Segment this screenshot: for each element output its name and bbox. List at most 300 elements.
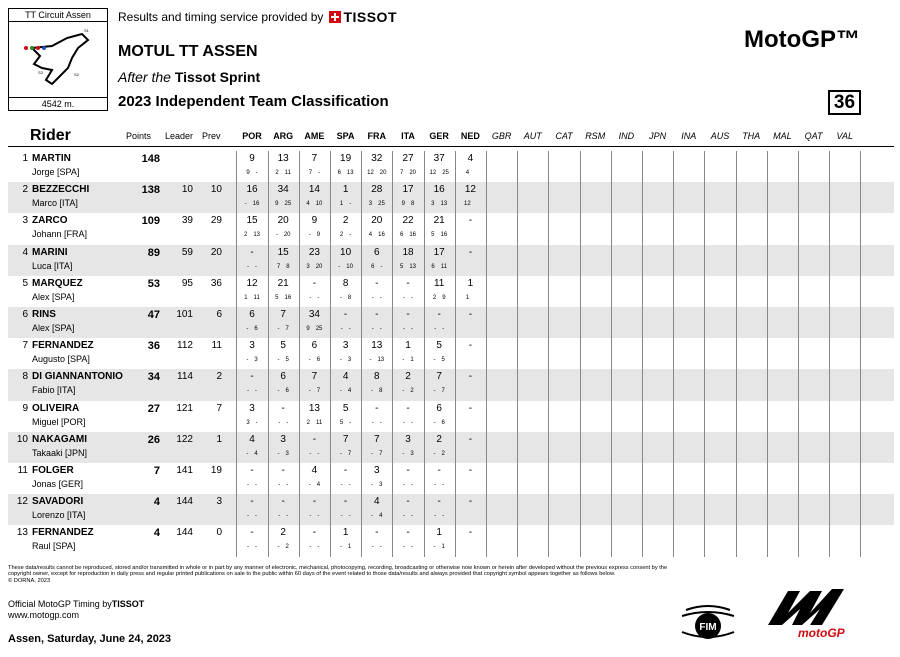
event-race-points: 4 [379,513,383,520]
event-breakdown [247,482,257,488]
event-sprint-points: - [371,450,374,457]
event-points: - [406,277,410,289]
event-points: 20 [277,215,289,227]
motogp-brand: MotoGP™ [744,26,860,53]
header-upcoming-event: IND [618,131,635,141]
event-breakdown [467,482,473,488]
rider-points: 109 [141,215,160,228]
event-sprint-points: - [246,450,249,457]
classification-table [8,151,894,556]
event-points: 13 [371,340,383,352]
event-points: - [468,371,473,383]
event-sprint-points: - [433,419,436,426]
disclaimer-line: copyright owner, except for reproduction in daily press and regular printed publications on sale to the public within 60 days of the event related to those data/results and always provided that copyright symbol appears together as follows below. [8,571,616,578]
event-race-points: 13 [253,232,261,239]
header-event: POR [242,131,262,141]
event-points: 8 [374,371,380,383]
rider-surname: ZARCO [32,215,68,227]
event-race-points: 16 [409,232,417,239]
fim-logo-icon [678,604,738,642]
event-points: 16 [246,184,258,196]
rider-firstname: Augusto [SPA] [32,354,90,365]
event-race-points: - [255,170,258,176]
event-points: 5 [280,340,286,352]
event-breakdown [372,420,382,426]
event-sprint-points: - [369,357,372,364]
swiss-cross-icon [329,11,341,23]
event-breakdown [467,420,473,426]
rider-position: 8 [22,371,28,383]
event-points: - [437,464,441,476]
event-sprint-points: - [339,357,342,364]
event-race-points: 25 [442,170,449,176]
event-sprint-points: 1 [465,294,470,301]
event-sprint-points: 12 [429,170,437,176]
event-breakdown [403,326,413,332]
event-sprint-points: - [403,544,405,551]
rider-firstname: Luca [ITA] [32,260,73,271]
event-breakdown [306,201,322,207]
event-points: - [468,402,473,414]
event-points: - [468,308,473,320]
event-breakdown [434,326,444,332]
rider-position: 2 [22,184,28,196]
event-breakdown [434,451,445,457]
rider-points: 36 [147,340,160,353]
column-divider [361,151,362,557]
event-breakdown [244,295,260,301]
gap-to-leader: 95 [181,277,193,289]
event-breakdown [433,295,446,301]
event-breakdown [309,232,320,238]
event-points: 6 [280,371,286,383]
event-race-points: - [380,263,383,270]
event-sprint-points: 5 [339,419,344,426]
event-breakdown [278,357,289,363]
event-points: 7 [311,371,318,383]
header-prev: Prev [202,131,221,141]
event-points: 3 [249,402,255,414]
rider-surname: MARTIN [32,153,71,164]
event-race-points: 7 [316,388,321,395]
event-race-points: 8 [286,263,290,270]
event-race-points: - [348,481,351,488]
event-race-points: - [317,544,320,551]
event-race-points: 4 [347,388,352,395]
event-points: - [437,308,441,320]
event-race-points: 2 [410,388,414,395]
event-points: - [468,496,473,508]
event-sprint-points: 12 [464,201,471,208]
event-points: 7 [280,308,286,320]
event-points: 7 [374,433,380,445]
event-breakdown [278,544,289,550]
rider-surname: FOLGER [32,464,74,476]
gap-to-leader: 144 [176,496,193,508]
table-row [8,401,894,432]
event-sprint-points: 4 [465,170,470,176]
event-breakdown [467,513,473,519]
event-race-points: - [255,419,258,426]
page-number: 36 [828,90,861,115]
event-breakdown [434,357,445,363]
event-title: MOTUL TT ASSEN [118,43,258,60]
event-race-points: 20 [315,263,323,270]
event-points: 1 [342,184,349,196]
rider-position: 3 [22,215,28,227]
event-sprint-points: 1 [339,201,344,208]
event-points: 22 [402,215,414,227]
provider-text: Results and timing service provided by [118,10,324,24]
header-event: GER [429,131,449,141]
event-points: - [468,464,473,476]
rider-points: 47 [147,308,160,321]
rider-points: 89 [147,246,160,259]
event-race-points: 16 [284,294,292,301]
rider-position: 1 [22,153,28,164]
event-race-points: - [379,419,382,426]
event-sprint-points: 3 [431,201,435,208]
event-sprint-points: - [433,357,436,364]
event-breakdown [467,451,473,457]
event-sprint-points: - [278,419,281,426]
event-sprint-points: - [308,232,311,239]
event-breakdown [309,482,320,488]
tissot-logo [329,9,397,25]
event-breakdown [371,451,382,457]
rider-firstname: Jonas [GER] [32,478,84,489]
column-divider [517,151,518,557]
event-points: - [312,496,317,508]
event-race-points: 1 [410,357,414,364]
event-sprint-points: - [309,294,312,301]
event-sprint-points: - [247,263,249,270]
event-breakdown [247,264,257,270]
event-race-points: 4 [316,481,321,488]
rider-firstname: Takaaki [JPN] [32,447,88,458]
event-race-points: - [255,263,257,270]
event-sprint-points: - [402,388,405,395]
event-breakdown [402,357,413,363]
event-race-points: 13 [409,263,417,270]
svg-text:S1: S1 [84,28,89,33]
column-divider [860,151,861,557]
event-sprint-points: - [371,544,374,551]
svg-text:S2: S2 [74,72,79,77]
event-breakdown [338,170,354,176]
rider-firstname: Fabio [ITA] [32,385,76,396]
event-race-points: - [411,513,413,520]
column-divider [455,151,456,557]
gap-to-previous: 0 [216,527,222,539]
rider-firstname: Alex [SPA] [32,322,75,333]
event-points: - [437,496,441,508]
event-points: 1 [467,277,474,289]
header-upcoming-event: AUT [523,131,542,141]
event-sprint-points: - [402,450,405,457]
classification-title: 2023 Independent Team Classification [118,93,389,110]
event-race-points: 6 [254,325,258,332]
event-points: 9 [249,153,255,164]
event-points: 21 [433,215,445,227]
event-race-points: - [411,544,413,551]
rider-firstname: Jorge [SPA] [32,167,80,177]
gap-to-leader: 39 [181,215,193,227]
event-points: - [312,277,317,289]
rider-surname: FERNANDEZ [32,340,94,352]
event-race-points: - [411,294,413,301]
event-breakdown [372,295,382,301]
event-race-points: - [379,544,382,551]
event-points: 3 [280,433,286,445]
event-race-points: - [255,513,257,520]
event-points: - [312,527,317,539]
event-breakdown [372,544,382,550]
event-points: - [281,464,285,476]
event-points: 4 [467,153,474,164]
event-breakdown [245,201,260,207]
column-divider [642,151,643,557]
event-points: 28 [371,184,383,196]
event-points: 19 [340,153,352,164]
event-race-points: - [286,419,289,426]
gap-to-previous: 20 [210,246,222,258]
event-breakdown [309,513,319,519]
event-points: 7 [436,371,442,383]
event-race-points: 1 [441,544,445,551]
rider-surname: OLIVEIRA [32,402,80,414]
event-sprint-points: 9 [306,325,310,332]
event-points: 10 [340,246,352,258]
column-divider [486,151,487,557]
column-divider [798,151,799,557]
event-sprint-points: - [247,544,249,551]
event-race-points: 7 [379,450,383,457]
event-breakdown [372,326,382,332]
session-name: Tissot Sprint [174,69,261,85]
event-race-points: - [348,513,351,520]
event-breakdown [246,357,257,363]
header-event: AME [304,131,325,141]
event-race-points: - [317,513,320,520]
gap-to-previous: 1 [216,433,222,445]
event-points: 2 [405,371,411,383]
event-breakdown [466,170,475,176]
event-sprint-points: 9 [275,201,279,208]
event-breakdown [434,513,444,519]
event-sprint-points: 2 [306,419,310,426]
event-race-points: 7 [347,450,352,457]
event-race-points: - [286,513,289,520]
event-breakdown [467,388,473,394]
event-race-points: - [442,513,445,520]
gap-to-leader: 144 [176,527,193,539]
event-breakdown [403,513,413,519]
event-breakdown [403,295,413,301]
event-race-points: - [411,481,413,488]
event-breakdown [467,232,473,238]
table-row [8,213,894,244]
event-breakdown [402,201,415,207]
event-breakdown [341,482,351,488]
event-breakdown [338,264,353,270]
event-sprint-points: - [340,325,343,332]
event-breakdown [247,513,257,519]
event-race-points: 16 [378,232,385,239]
rider-points: 4 [153,527,160,540]
event-sprint-points: - [278,481,281,488]
table-row [8,369,894,400]
event-sprint-points: - [309,513,312,520]
event-breakdown [309,170,320,176]
event-points: 9 [311,215,318,227]
circuit-map-icon [12,24,104,97]
event-race-points: - [255,388,257,395]
event-sprint-points: - [338,263,341,270]
event-race-points: - [349,232,352,239]
event-sprint-points: 5 [431,232,435,239]
event-sprint-points: - [277,450,280,457]
circuit-name: TT Circuit Assen [9,9,107,22]
event-breakdown [434,544,445,550]
event-points: 2 [342,215,349,227]
event-breakdown [340,420,351,426]
column-divider [673,151,674,557]
event-breakdown [275,170,291,176]
event-points: - [375,402,379,414]
event-sprint-points: - [308,357,311,364]
event-race-points: - [379,325,382,332]
event-breakdown [340,232,351,238]
event-race-points: 20 [409,170,417,176]
event-breakdown [369,357,384,363]
event-race-points: 25 [315,325,323,332]
header-upcoming-event: VAL [836,131,854,141]
event-points: 6 [311,340,318,352]
event-points: - [406,308,410,320]
column-divider [392,151,393,557]
event-sprint-points: - [433,544,436,551]
rider-firstname: Marco [ITA] [32,198,78,209]
event-sprint-points: - [339,388,342,395]
event-points: - [468,340,473,352]
event-points: - [468,433,473,445]
timing-prefix: Official MotoGP Timing by [8,599,112,609]
event-breakdown [340,544,351,550]
column-divider [611,151,612,557]
event-points: 34 [308,308,320,320]
event-race-points: - [349,201,352,208]
event-breakdown [275,201,291,207]
rider-points: 138 [141,184,160,197]
event-breakdown [431,201,447,207]
event-sprint-points: - [339,294,342,301]
event-race-points: 20 [379,170,387,176]
event-race-points: - [317,294,320,301]
event-sprint-points: - [371,388,374,395]
gap-to-leader: 112 [177,340,193,352]
svg-text:S3: S3 [38,70,43,75]
rider-position: 12 [16,496,28,508]
event-breakdown [402,388,413,394]
event-points: 12 [246,277,258,289]
event-race-points: 8 [379,388,383,395]
event-race-points: 10 [315,201,323,208]
event-breakdown [309,388,320,394]
rider-surname: MARINI [32,246,68,258]
column-divider [299,151,300,557]
event-sprint-points: - [371,294,374,301]
event-breakdown [402,451,413,457]
rider-firstname: Raul [SPA] [32,541,76,552]
event-breakdown [371,388,382,394]
header-event: NED [460,131,480,141]
event-points: 14 [308,184,320,196]
event-sprint-points: 1 [244,294,248,301]
table-row [8,307,894,338]
rider-firstname: Alex [SPA] [32,291,75,302]
event-race-points: - [317,450,320,457]
gap-to-previous: 11 [211,340,222,352]
rider-position: 13 [16,527,28,539]
event-sprint-points: - [403,294,405,301]
website-link[interactable]: www.motogp.com [8,610,80,620]
rider-firstname: Johann [FRA] [32,229,88,240]
gap-to-leader: 121 [176,402,193,414]
event-points: 12 [464,184,476,196]
event-points: - [375,308,379,320]
event-race-points: 9 [316,232,321,239]
gap-to-leader: 122 [176,433,193,445]
event-points: - [406,464,410,476]
event-breakdown [309,451,319,457]
event-sprint-points: - [277,325,280,332]
event-race-points: - [286,481,289,488]
rider-points: 4 [153,496,160,509]
header-upcoming-event: THA [742,131,761,141]
event-race-points: - [255,544,257,551]
event-points: 1 [405,340,411,352]
gap-to-previous: 6 [216,308,222,320]
event-breakdown [430,170,449,176]
event-points: - [281,402,285,414]
event-points: 23 [308,246,320,258]
event-breakdown [467,264,473,270]
event-breakdown [371,513,382,519]
table-row [8,338,894,369]
column-divider [236,151,237,557]
event-sprint-points: - [244,201,247,208]
rider-surname: NAKAGAMI [32,433,87,445]
event-breakdown [340,388,351,394]
rider-firstname: Lorenzo [ITA] [32,510,86,521]
event-points: 4 [249,433,255,445]
event-breakdown [340,201,351,207]
event-sprint-points: - [275,232,278,239]
event-sprint-points: 5 [275,294,279,301]
event-breakdown [467,357,473,363]
event-race-points: - [348,325,351,332]
timing-provider [118,9,397,25]
gap-to-previous: 36 [210,277,222,289]
event-race-points: 3 [254,357,258,364]
place-date: Assen, Saturday, June 24, 2023 [8,633,172,645]
event-breakdown [467,326,473,332]
circuit-box [8,8,108,111]
event-sprint-points: 6 [371,263,375,270]
event-breakdown [400,232,416,238]
event-breakdown [246,420,257,426]
